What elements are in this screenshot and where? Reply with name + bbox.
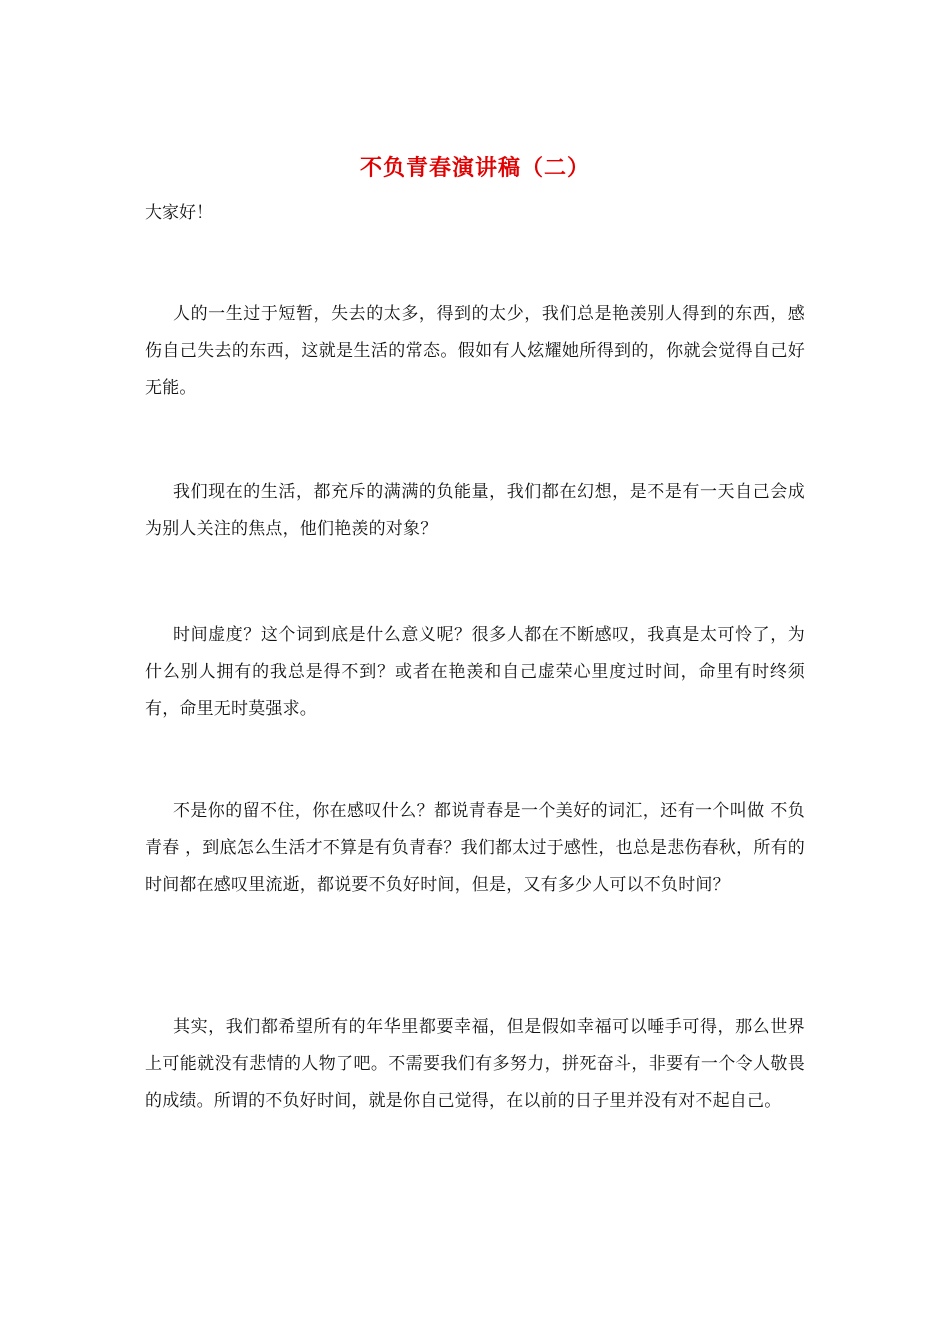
document-title: 不负青春演讲稿（二） — [359, 155, 590, 181]
paragraph-2: 我们现在的生活，都充斥的满满的负能量，我们都在幻想，是不是有一天自己会成为别人关注的焦点，他们艳羡的对象？ — [145, 482, 805, 539]
paragraph-3: 时间虚度？这个词到底是什么意义呢？很多人都在不断感叹，我真是太可怜了，为什么别人拥有的我总是得不到？或者在艳羡和自己虚荣心里度过时间，命里有时终须有，命里无时莫强求。 — [145, 625, 805, 719]
greeting: 大家好！ — [145, 203, 213, 223]
paragraph-5: 其实，我们都希望所有的年华里都要幸福，但是假如幸福可以唾手可得，那么世界上可能就没有悲情的人物了吧。不需要我们有多努力，拼死奋斗，非要有一个令人敬畏的成绩。所谓的不负好时间，就是你自己觉得，在以前的日子里并没有对不起自己。 — [145, 1017, 805, 1111]
paragraph-1: 人的一生过于短暂，失去的太多，得到的太少，我们总是艳羡别人得到的东西，感伤自己失去的东西，这就是生活的常态。假如有人炫耀她所得到的，你就会觉得自己好无能。 — [145, 304, 805, 398]
paragraph-4: 不是你的留不住，你在感叹什么？都说青春是一个美好的词汇，还有一个叫做 不负青春 ，到底怎么生活才不算是有负青春？我们都太过于感性，也总是悲伤春秋，所有的时间都在感叹里流逝，都说要不负好时间，但是，又有多少人可以不负时间？ — [145, 801, 805, 895]
